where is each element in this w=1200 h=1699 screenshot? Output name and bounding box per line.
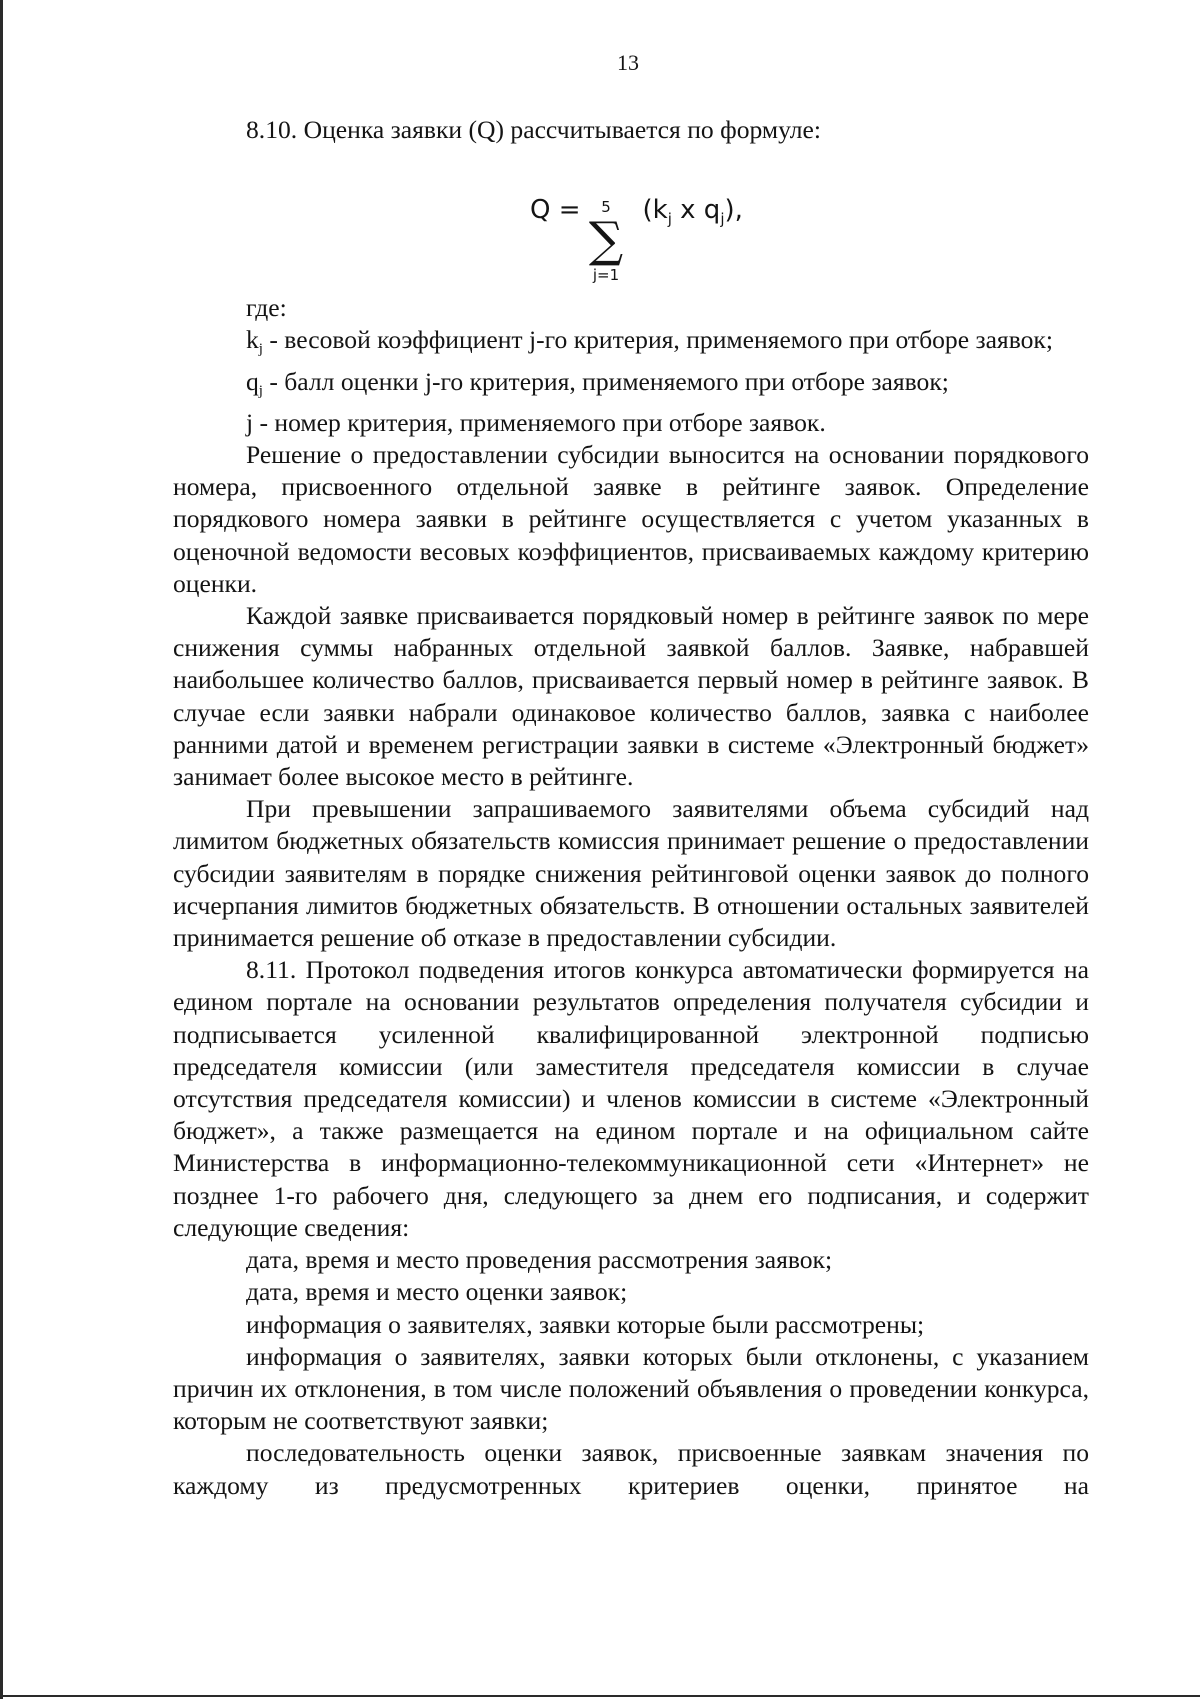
formula-block (173, 146, 1089, 292)
formula-term-close: ), (724, 195, 743, 226)
document-body (173, 114, 1089, 1502)
section-8-11-intro: 8.11. Протокол подведения итогов конкурса автоматически формируется на едином портале на основании результатов определения получателя субсидии и подписывается усиленной квалифицированной электронной подписью председателя комиссии (или заместителя председателя комиссии в случае отсутствия председателя комиссии) и членов комиссии в системе «Электронный бюджет», а также размещается на едином портале и на официальном сайте Министерства в информационно-телекоммуникационной сети «Интернет» не позднее 1-го рабочего дня, следующего за днем его подписания, и содержит следующие сведения: (173, 955, 1089, 1242)
definition-j: j - номер критерия, применяемого при отборе заявок. (246, 407, 826, 437)
definition-q-text: - балл оценки j-го критерия, применяемого при отборе заявок; (262, 366, 949, 396)
definition-k-subscript: j (258, 341, 263, 358)
section-8-10-lead: 8.10. Оценка заявки (Q) рассчитывается по формуле: (246, 115, 822, 144)
formula-term-open: (k (642, 195, 668, 226)
protocol-item-reviewed-applicants: информация о заявителях, заявки которые были рассмотрены; (246, 1309, 925, 1339)
paragraph-limits: При превышении запрашиваемого заявителями объема субсидий над лимитом бюджетных обязательств комиссия принимает решение о предоставлении субсидии заявителям в порядке снижения рейтинговой оценки заявок до полного исчерпания лимитов бюджетных обязательств. В отношении остальных заявителей принимается решение об отказе в предоставлении субсидии. (173, 794, 1089, 953)
formula-term-sub-2: j (720, 210, 725, 229)
protocol-item-evaluation-sequence: последовательность оценки заявок, присвоенные заявкам значения по каждому из предусмотренных критериев оценки, принятое на (173, 1438, 1089, 1500)
formula-term-sub-1: j (667, 210, 672, 229)
scan-edge-bottom (0, 1695, 1200, 1697)
definition-q (173, 366, 1089, 407)
formula-left: Q = (530, 195, 581, 226)
formula-term-mid: x q (671, 195, 721, 226)
definition-q-symbol: q (246, 366, 259, 396)
summation-sigma: ∑ (588, 212, 624, 269)
protocol-item-review-date: дата, время и место проведения рассмотрения заявок; (246, 1245, 833, 1275)
paragraph-rating: Каждой заявке присваивается порядковый номер в рейтинге заявок по мере снижения суммы набранных отдельной заявкой баллов. Заявке, набравшей наибольшее количество баллов, присваивается первый номер в рейтинге заявок. В случае если заявки набрали одинаковое количество баллов, заявка с наиболее ранними датой и временем регистрации заявки в системе «Электронный бюджет» занимает более высокое место в рейтинге. (173, 601, 1089, 792)
summation-upper-limit: 5 (601, 198, 611, 217)
definition-k (173, 324, 1089, 365)
definition-q-subscript: j (258, 382, 263, 399)
protocol-item-evaluation-date: дата, время и место оценки заявок; (246, 1277, 628, 1307)
paragraph-decision: Решение о предоставлении субсидии выносится на основании порядкового номера, присвоенного отдельной заявке в рейтинге заявок. Определение порядкового номера заявки в рейтинге осуществляется с учетом указанных в оценочной ведомости весовых коэффициентов, присваиваемых каждому критерию оценки. (173, 440, 1089, 598)
protocol-item-rejected-applicants: информация о заявителях, заявки которых были отклонены, с указанием причин их отклонения, в том числе положений объявления о проведении конкурса, которым не соответствуют заявки; (173, 1341, 1089, 1436)
definition-k-text: - весовой коэффициент j-го критерия, применяемого при отборе заявок; (262, 325, 1053, 355)
summation-lower-limit: j=1 (592, 266, 620, 285)
scan-edge-left (0, 0, 3, 1699)
where-label: где: (246, 293, 287, 323)
formula-expression (530, 190, 743, 239)
page-number: 13 (617, 50, 639, 75)
definition-k-symbol: k (246, 325, 259, 355)
